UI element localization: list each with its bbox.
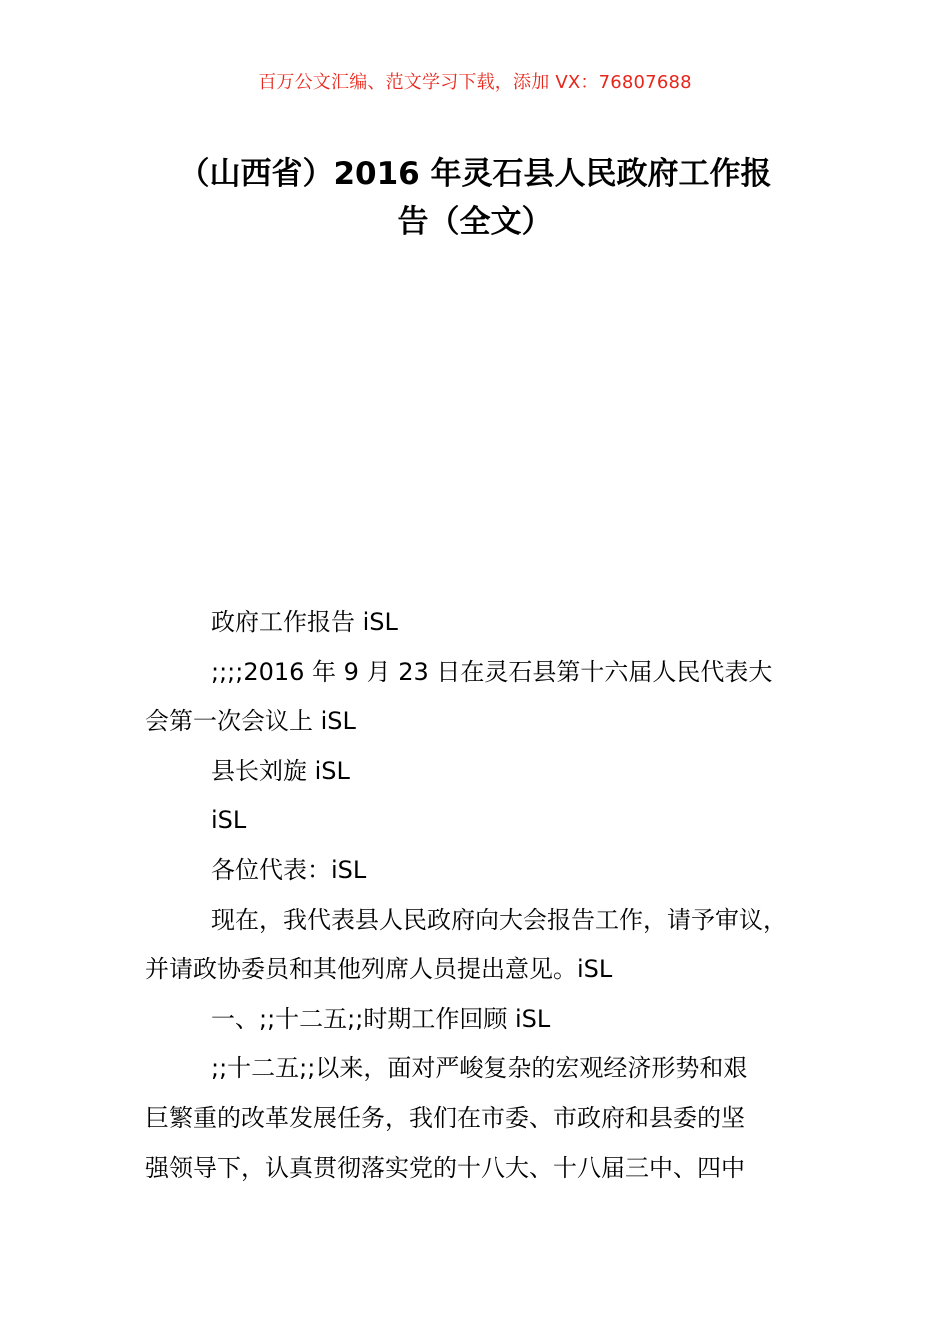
paragraph-intro-continued: 并请政协委员和其他列席人员提出意见。iSL	[145, 955, 613, 984]
paragraph-meeting-date: ;;;;2016 年 9 月 23 日在灵石县第十六届人民代表大	[211, 657, 773, 686]
paragraph-speaker: 县长刘旋 iSL	[211, 756, 350, 785]
document-body	[145, 598, 815, 1193]
document-title-line-2: 告（全文）	[397, 204, 553, 240]
paragraph-blank-marker: iSL	[211, 806, 247, 835]
paragraph-heading: 政府工作报告 iSL	[211, 608, 398, 636]
paragraph-review-line-3: 强领导下，认真贯彻落实党的十八大、十八届三中、四中	[145, 1153, 745, 1182]
paragraph-intro: 现在，我代表县人民政府向大会报告工作，请予审议，	[211, 905, 787, 934]
document-title-line-1: （山西省）2016 年灵石县人民政府工作报	[178, 156, 772, 192]
paragraph-review-line-2: 巨繁重的改革发展任务，我们在市委、市政府和县委的坚	[145, 1103, 745, 1132]
document-title	[145, 150, 805, 246]
paragraph-salutation: 各位代表：iSL	[211, 855, 367, 884]
section-heading-review: 一、;;十二五;;时期工作回顾 iSL	[211, 1004, 551, 1033]
paragraph-review-line-1: ;;十二五;;以来，面对严峻复杂的宏观经济形势和艰	[211, 1054, 748, 1083]
paragraph-meeting-continued: 会第一次会议上 iSL	[145, 707, 356, 736]
header-note: 百万公文汇编、范文学习下载，添加 VX：76807688	[258, 72, 692, 93]
